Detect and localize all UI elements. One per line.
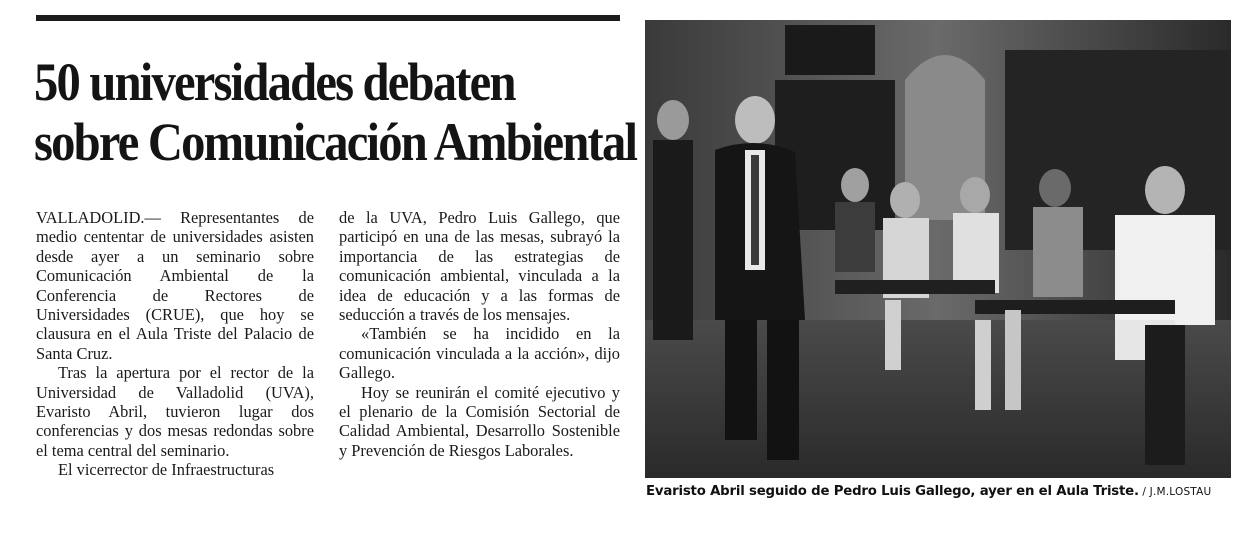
paragraph: de la UVA, Pedro Luis Gallego, que participó en una de las mesas, subrayó la importancia de las estrategias de comunicación ambiental, vinculada a la idea de educación y a las formas de seducción a través de los mensajes. — [339, 208, 620, 325]
paragraph: Tras la apertura por el rector de la Universidad de Valladolid (UVA), Evaristo Abril, tuvieron lugar dos conferencias y dos mesas redondas sobre el tema central del seminario. — [36, 363, 314, 460]
headline — [34, 52, 637, 172]
headline-line-2: sobre Comunicación Ambiental — [34, 112, 637, 172]
paragraph: Hoy se reunirán el comité ejecutivo y el plenario de la Comisión Sectorial de Calidad Ambiental, Desarrollo Sostenible y Prevención de Riesgos Laborales. — [339, 382, 620, 460]
caption-text: Evaristo Abril seguido de Pedro Luis Gallego, ayer en el Aula Triste. — [646, 484, 1139, 499]
photo-illustration — [645, 20, 1231, 478]
photo-caption — [646, 484, 1236, 500]
article-column-1 — [36, 208, 314, 480]
top-rule — [36, 15, 620, 21]
paragraph: El vicerrector de Infraestructuras — [58, 460, 275, 480]
photo-credit: / J.M.LOSTAU — [1138, 486, 1212, 498]
paragraph: «También se ha incidido en la comunicación vinculada a la acción», dijo Gallego. — [339, 324, 620, 383]
headline-line-1: 50 universidades debaten — [34, 52, 515, 112]
article-column-2 — [339, 208, 620, 460]
paragraph: VALLADOLID.— Representantes de medio cententar de universidades asisten desde ayer a un seminario sobre Comunicación Ambiental de la Conferencia de Rectores de Universidades (CRUE), que hoy se clausura en el Aula Triste del Palacio de Santa Cruz. — [36, 208, 314, 363]
news-photo — [645, 20, 1231, 478]
